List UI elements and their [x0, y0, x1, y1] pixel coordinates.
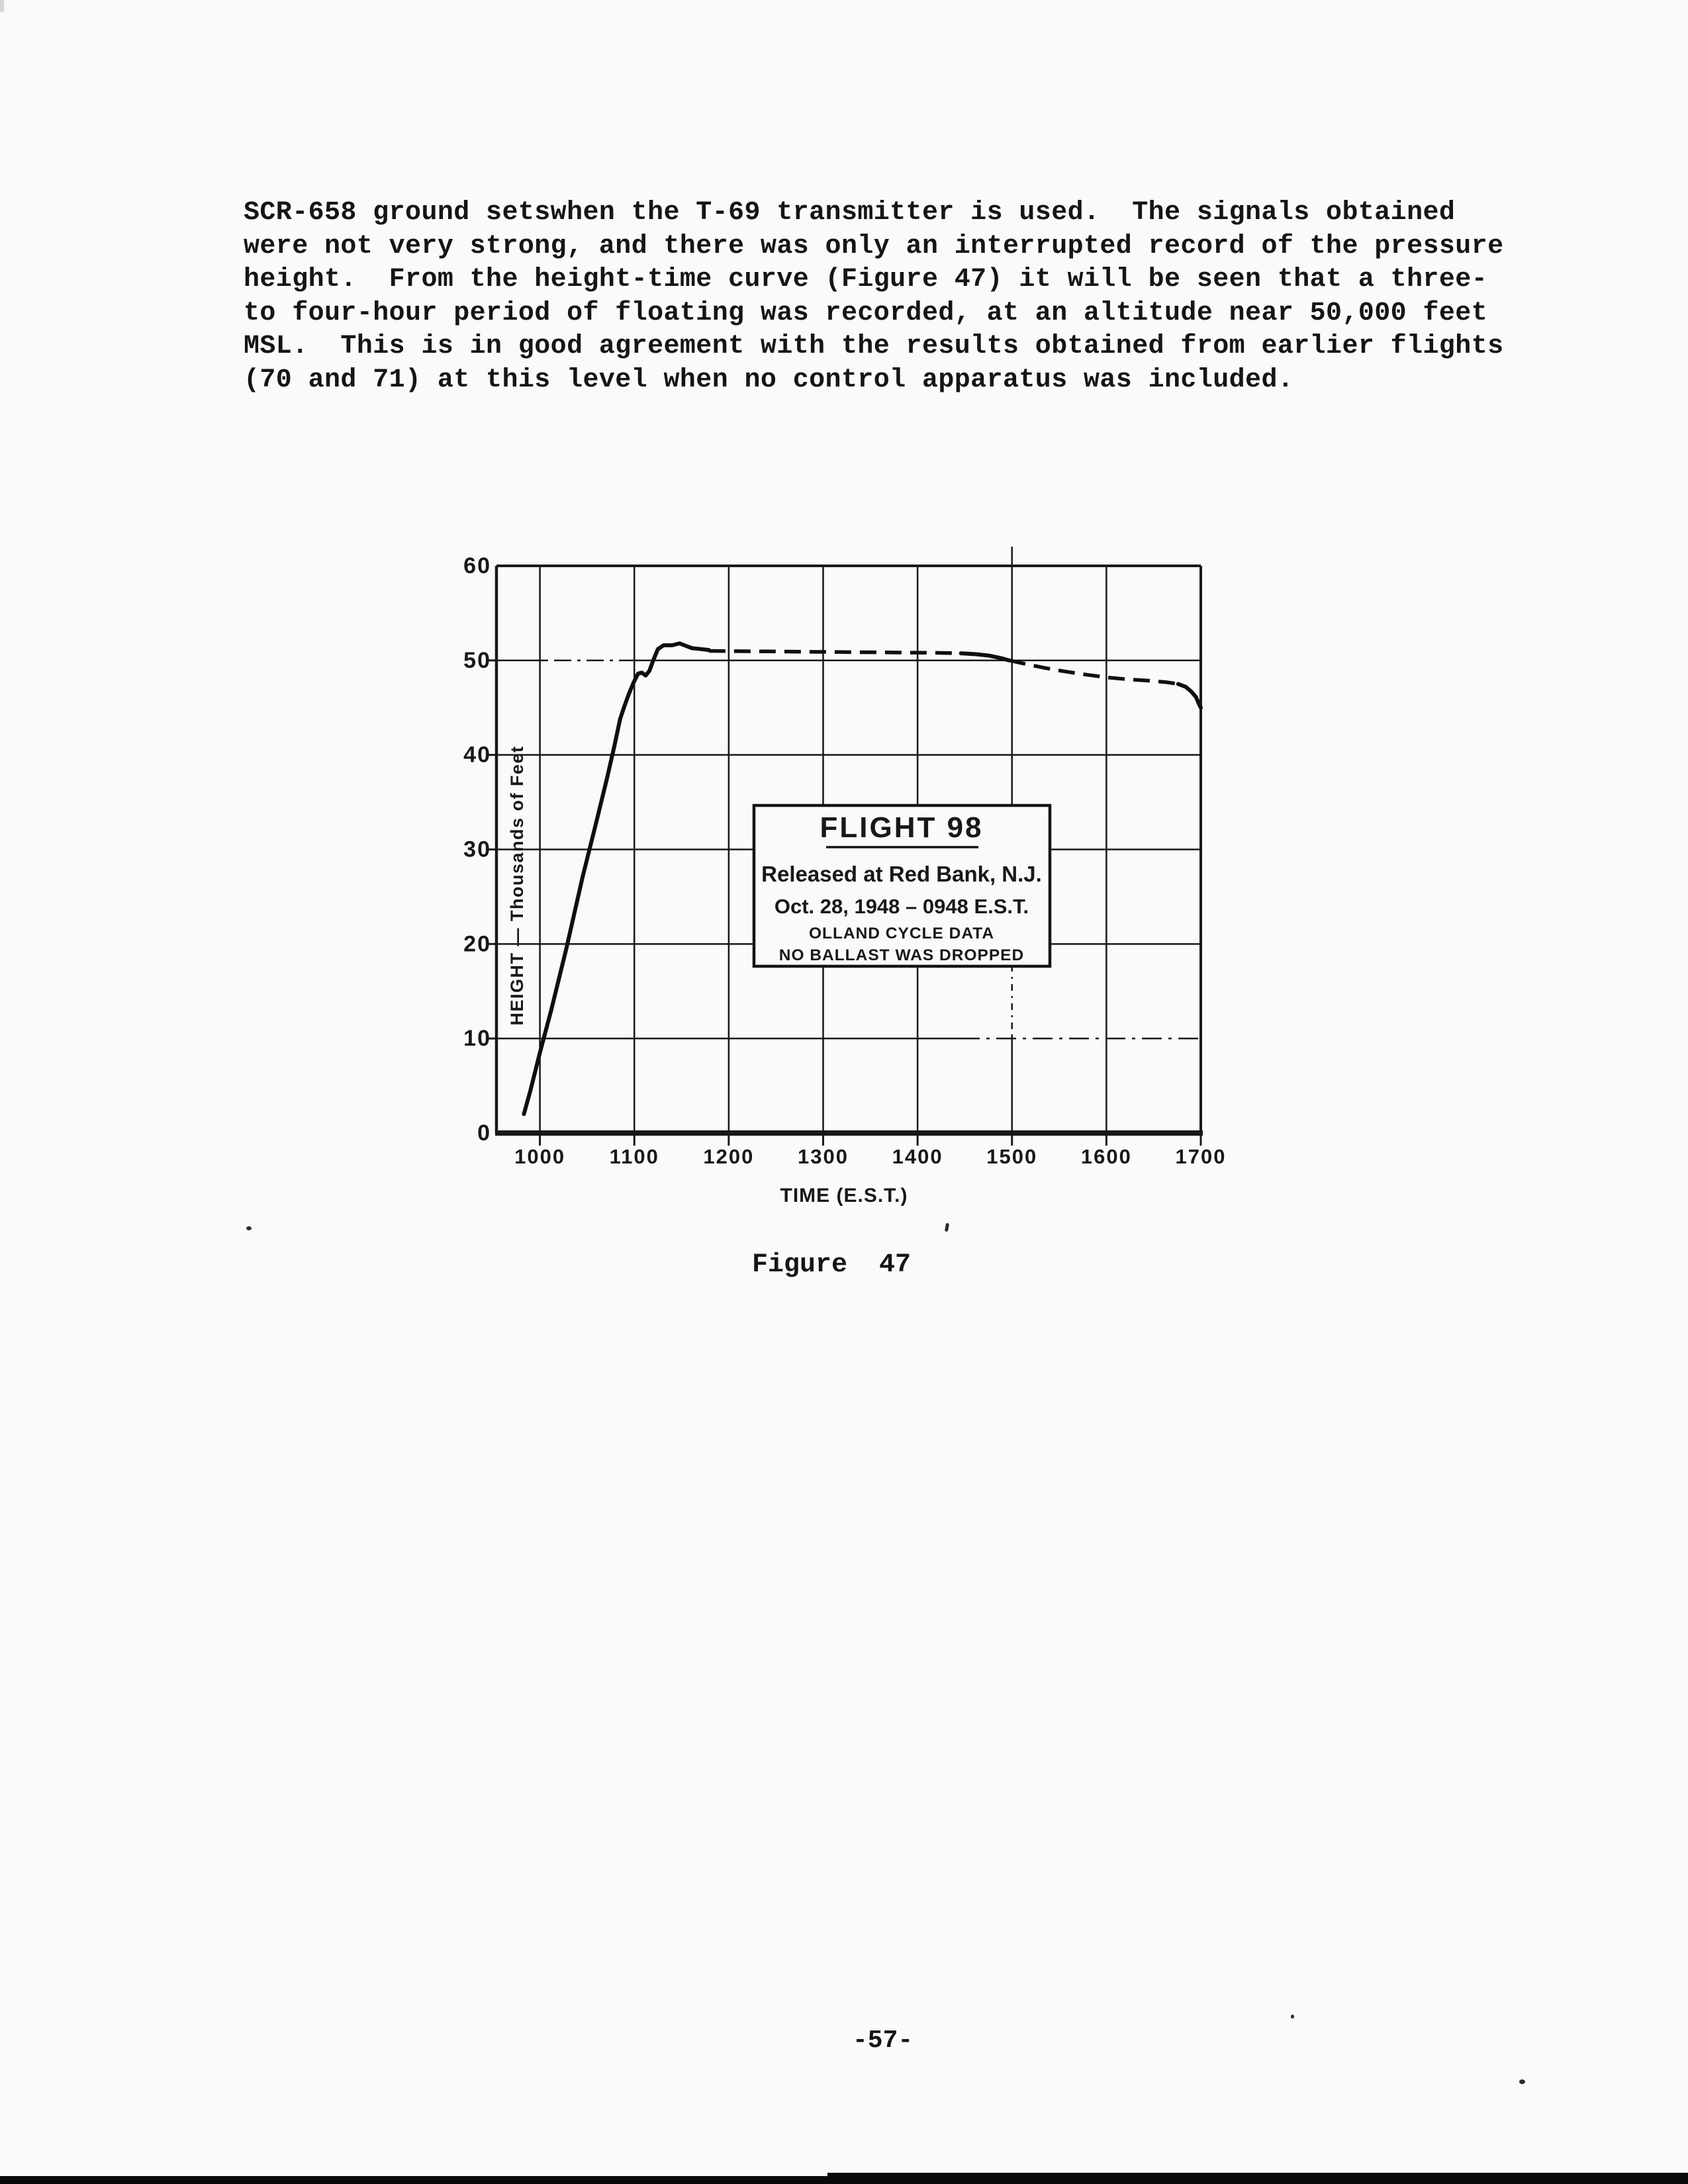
scan-speck	[1291, 2015, 1294, 2019]
x-tick-label-1500: 1500	[986, 1145, 1038, 1168]
y-tick-label-40: 40	[463, 742, 491, 768]
x-tick-label-1200: 1200	[703, 1145, 755, 1168]
legend-line-date: Oct. 28, 1948 – 0948 E.S.T.	[774, 895, 1029, 918]
legend-note-ballast: NO BALLAST WAS DROPPED	[778, 946, 1025, 964]
curve-segment-descent-dashed	[1009, 660, 1178, 684]
y-tick-label-10: 10	[463, 1026, 491, 1052]
paragraph-line: SCR-658 ground setswhen the T-69 transmitter is used. The signals obtained	[244, 198, 1456, 228]
paragraph-line: (70 and 71) at this level when no control apparatus was included.	[244, 365, 1294, 395]
legend-title: FLIGHT 98	[820, 811, 984, 844]
paragraph-line: were not very strong, and there was only an interrupted record of the pressure	[244, 231, 1504, 261]
curve-segment-descent-solid	[1178, 684, 1201, 708]
y-tick-label-30: 30	[463, 837, 491, 862]
scan-speck	[945, 1223, 949, 1232]
paragraph-line: MSL. This is in good agreement with the results obtained from earlier flights	[244, 332, 1504, 362]
y-tick-label-20: 20	[463, 931, 491, 957]
scan-speck	[246, 1226, 252, 1230]
scan-corner-artifact	[0, 0, 4, 12]
scan-speck	[1519, 2079, 1525, 2084]
x-tick-label-1600: 1600	[1080, 1145, 1132, 1168]
legend-line-released: Released at Red Bank, N.J.	[761, 862, 1042, 886]
legend-box	[754, 805, 1050, 966]
curve-segment-float-solid	[961, 653, 1009, 660]
body-paragraph	[244, 197, 1504, 398]
x-axis-title: TIME (E.S.T.)	[780, 1185, 908, 1206]
legend-note-olland: OLLAND CYCLE DATA	[808, 925, 995, 942]
curve-segment-float-dashed	[709, 651, 961, 654]
paragraph-line: to four-hour period of floating was recorded, at an altitude near 50,000 feet	[244, 298, 1488, 328]
x-tick-label-1100: 1100	[609, 1145, 659, 1168]
y-tick-label-0: 0	[477, 1120, 491, 1146]
x-tick-label-1400: 1400	[892, 1145, 943, 1168]
figure-caption: Figure 47	[752, 1250, 912, 1280]
y-tick-label-60: 60	[463, 553, 491, 578]
y-axis-title: HEIGHT — Thousands of Feet	[507, 745, 527, 1026]
figure-chart	[463, 541, 1244, 1210]
chart-svg	[463, 541, 1244, 1210]
x-tick-label-1700: 1700	[1175, 1145, 1227, 1168]
bottom-scan-edge	[0, 2176, 1688, 2184]
y-tick-label-50: 50	[463, 647, 491, 673]
page-number: -57-	[853, 2026, 914, 2055]
curve-segment-ascent-solid	[524, 643, 709, 1114]
paragraph-line: height. From the height-time curve (Figure 47) it will be seen that a three-	[244, 265, 1488, 295]
x-tick-label-1000: 1000	[514, 1145, 566, 1168]
bottom-scan-edge	[827, 2173, 1688, 2177]
x-tick-label-1300: 1300	[798, 1145, 849, 1168]
